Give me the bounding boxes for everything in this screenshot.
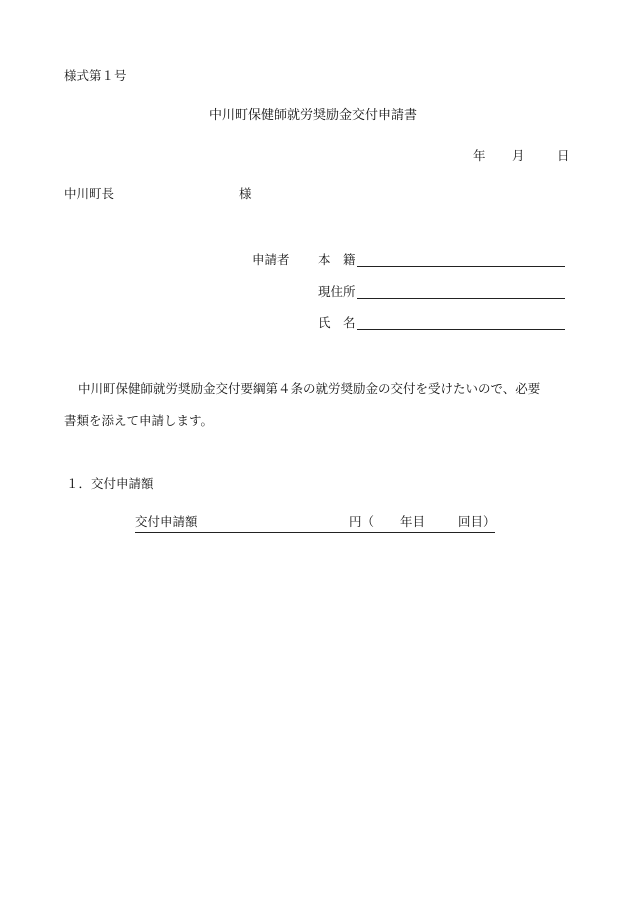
date-day-label: 日 bbox=[557, 148, 570, 163]
name-field[interactable] bbox=[357, 329, 565, 330]
amount-field[interactable] bbox=[135, 516, 495, 533]
address-label: 現住所 bbox=[318, 284, 356, 299]
section-1-heading: １．交付申請額 bbox=[66, 476, 154, 491]
body-text-line-2: 書類を添えて申請します。 bbox=[64, 413, 214, 428]
document-title: 中川町保健師就労奨励金交付申請書 bbox=[209, 108, 418, 123]
addressee-honorific: 様 bbox=[239, 186, 252, 201]
address-field[interactable] bbox=[357, 298, 565, 299]
applicant-label: 申請者 bbox=[252, 252, 290, 267]
name-label: 氏 名 bbox=[318, 315, 356, 330]
amount-label: 交付申請額 bbox=[135, 514, 198, 529]
addressee-name: 中川町長 bbox=[64, 186, 115, 201]
honseki-field[interactable] bbox=[357, 266, 565, 267]
amount-times-label: 回目） bbox=[458, 514, 496, 529]
amount-yen-label: 円（ bbox=[349, 514, 375, 529]
amount-year-label: 年目 bbox=[400, 514, 426, 529]
body-text-line-1: 中川町保健師就労奨励金交付要綱第４条の就労奨励金の交付を受けたいので、必要 bbox=[78, 381, 541, 396]
form-number: 様式第１号 bbox=[64, 68, 127, 83]
honseki-label: 本 籍 bbox=[318, 252, 356, 267]
date-year-label: 年 bbox=[473, 148, 486, 163]
date-month-label: 月 bbox=[512, 148, 525, 163]
